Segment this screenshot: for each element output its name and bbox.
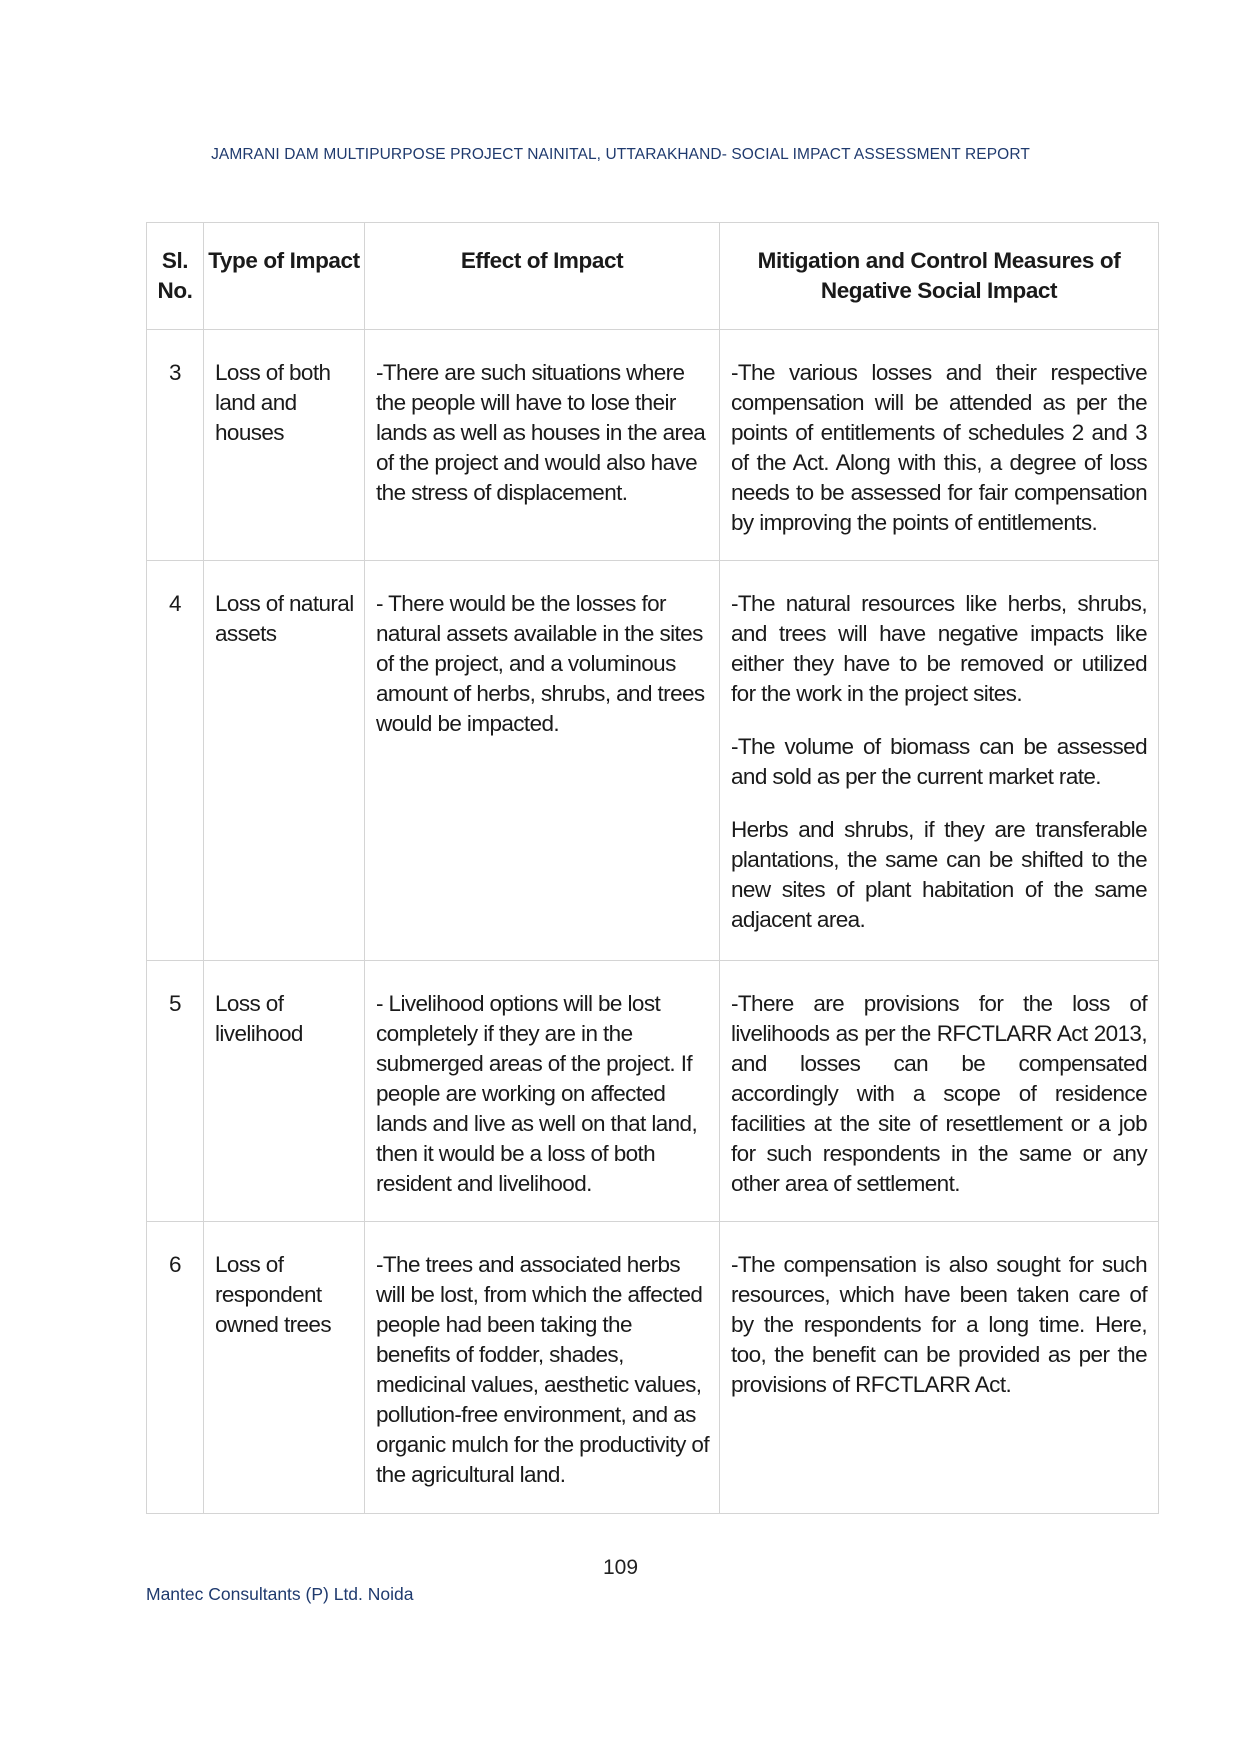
- impact-type-cell: Loss of natural assets: [204, 561, 365, 961]
- sl-no-cell: 6: [147, 1222, 204, 1514]
- column-header-type-of-impact: [204, 223, 365, 330]
- mitigation-paragraph: -There are provisions for the loss of livelihoods as per the RFCTLARR Act 2013, and losses can be compensated accordingly with a scope of residence facilities at the site of resettlement or a job for such respondents in the same or any other area of settlement.: [731, 991, 1147, 1196]
- impact-type-cell: Loss of both land and houses: [204, 330, 365, 561]
- table-row: [147, 1222, 1159, 1514]
- effect-cell: - Livelihood options will be lost completely if they are in the submerged areas of the project. If people are working on affected lands and live as well on that land, then it would be a loss of both resident and livelihood.: [365, 961, 720, 1222]
- sl-no-cell: 4: [147, 561, 204, 961]
- mitigation-paragraph: -The compensation is also sought for such resources, which have been taken care of by the respondents for a long time. Here, too, the benefit can be provided as per the provisions of RFCTLARR Act.: [731, 1252, 1147, 1397]
- effect-cell: -There are such situations where the people will have to lose their lands as well as houses in the area of the project and would also have the stress of displacement.: [365, 330, 720, 561]
- mitigation-paragraph: Herbs and shrubs, if they are transferable plantations, the same can be shifted to the new sites of plant habitation of the same adjacent area.: [731, 817, 1147, 932]
- column-header-effect-text: Effect of Impact: [460, 248, 624, 273]
- mitigation-cell: [720, 330, 1159, 561]
- mitigation-paragraph: -The natural resources like herbs, shrubs, and trees will have negative impacts like either they have to be removed or utilized for the work in the project sites.: [731, 591, 1147, 706]
- page-number: 109: [602, 1556, 639, 1579]
- sl-no-cell: 5: [147, 961, 204, 1222]
- table-row: [147, 561, 1159, 961]
- mitigation-cell: [720, 561, 1159, 961]
- effect-cell: -The trees and associated herbs will be lost, from which the affected people had been taking the benefits of fodder, shades, medicinal values, aesthetic values, pollution-free environment, and as organic mulch for the productivity of the agricultural land.: [365, 1222, 720, 1514]
- column-header-sl-no: [147, 223, 204, 330]
- table-row: [147, 330, 1159, 561]
- effect-cell: - There would be the losses for natural assets available in the sites of the project, and a voluminous amount of herbs, shrubs, and trees would be impacted.: [365, 561, 720, 961]
- mitigation-paragraph: -The volume of biomass can be assessed and sold as per the current market rate.: [731, 734, 1147, 789]
- column-header-mitigation-text: Mitigation and Control Measures of Negative Social Impact: [757, 248, 1121, 303]
- mitigation-cell: [720, 961, 1159, 1222]
- mitigation-paragraph: -The various losses and their respective compensation will be attended as per the points of entitlements of schedules 2 and 3 of the Act. Along with this, a degree of loss needs to be assessed for fair compensation by improving the points of entitlements.: [731, 360, 1147, 535]
- footer-company: Mantec Consultants (P) Ltd. Noida: [146, 1584, 414, 1604]
- column-header-effect-of-impact: [365, 223, 720, 330]
- column-header-sl-no-text: Sl. No.: [157, 248, 193, 303]
- impact-type-cell: Loss of livelihood: [204, 961, 365, 1222]
- running-header: JAMRANI DAM MULTIPURPOSE PROJECT NAINITAL, UTTARAKHAND- SOCIAL IMPACT ASSESSMENT REPORT: [211, 146, 1030, 163]
- column-header-mitigation: [720, 223, 1159, 330]
- column-header-type-text: Type of Impact: [208, 248, 360, 273]
- mitigation-cell: [720, 1222, 1159, 1514]
- table-header-row: [147, 223, 1159, 330]
- table-row: [147, 961, 1159, 1222]
- sl-no-cell: 3: [147, 330, 204, 561]
- impact-table: [146, 222, 1159, 1514]
- impact-type-cell: Loss of respondent owned trees: [204, 1222, 365, 1514]
